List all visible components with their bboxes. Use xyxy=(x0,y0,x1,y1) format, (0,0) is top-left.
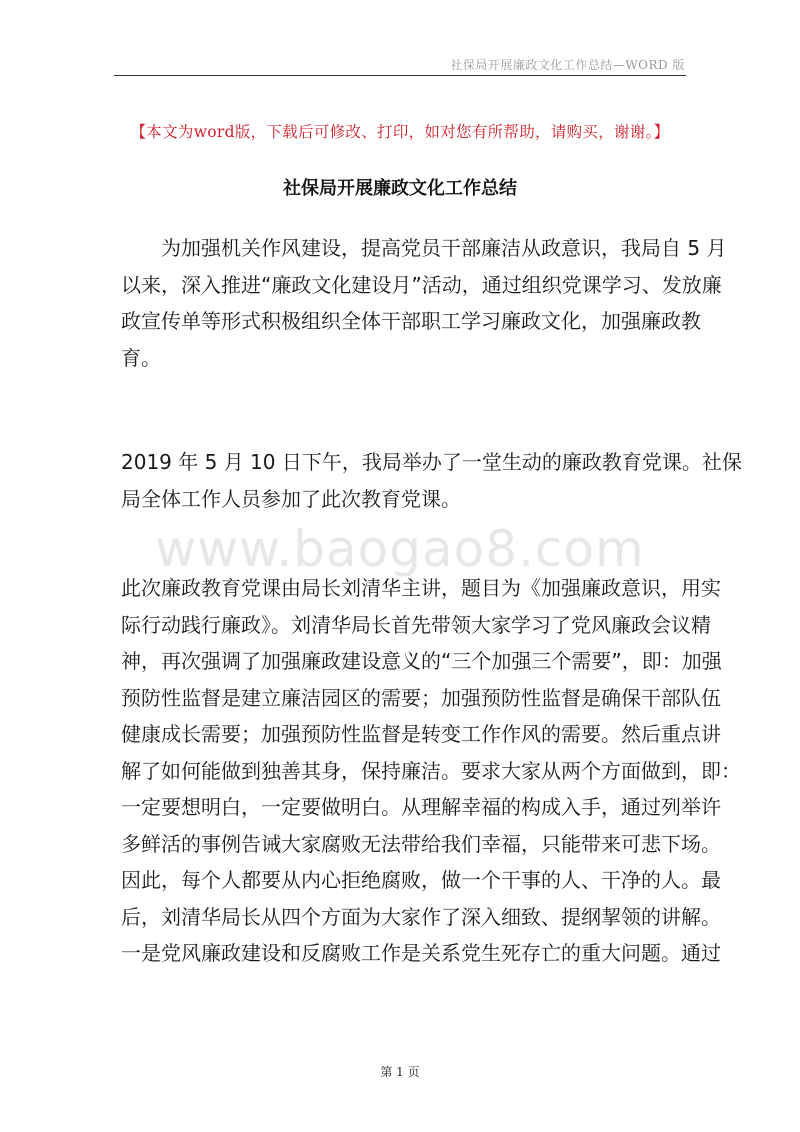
paragraph-line: 后，刘清华局长从四个方面为大家作了深入细致、提纲挈领的讲解。 xyxy=(121,904,721,929)
paragraph-line: 以来，深入推进“廉政文化建设月”活动，通过组织党课学习、发放廉 xyxy=(121,272,722,297)
running-header: 社保局开展廉政文化工作总结—WORD 版 xyxy=(450,58,685,72)
paragraph-line: 因此，每个人都要从内心拒绝腐败，做一个干事的人、干净的人。最 xyxy=(121,868,721,892)
paragraph-line: 际行动践行廉政》。刘清华局长首先带领大家学习了党风廉政会议精 xyxy=(121,612,711,637)
paragraph-line: 神，再次强调了加强廉政建设意义的“三个加强三个需要”，即：加强 xyxy=(121,649,722,673)
watermark: www.baogao8.com xyxy=(155,520,645,578)
purchase-notice: 【本文为word版，下载后可修改、打印，如对您有所帮助，请购买，谢谢。】 xyxy=(130,123,670,141)
paragraph-line: 为加强机关作风建设，提高党员干部廉洁从政意识，我局自 5 月 xyxy=(161,236,727,260)
paragraph-line: 局全体工作人员参加了此次教育党课。 xyxy=(121,486,461,511)
paragraph-line: 政宣传单等形式积极组织全体干部职工学习廉政文化，加强廉政教 xyxy=(121,309,701,333)
paragraph-line: 育。 xyxy=(121,345,161,370)
paragraph-line: 此次廉政教育党课由局长刘清华主讲，题目为《加强廉政意识，用实 xyxy=(121,576,721,600)
paragraph-1 xyxy=(121,230,727,376)
paragraph-line: 一定要想明白，一定要做明白。从理解幸福的构成入手，通过列举许 xyxy=(121,795,721,819)
paragraph-line: 预防性监督是建立廉洁园区的需要；加强预防性监督是确保干部队伍 xyxy=(121,685,721,710)
paragraph-line: 一是党风廉政建设和反腐败工作是关系党生死存亡的重大问题。通过 xyxy=(121,941,721,965)
paragraph-line: 健康成长需要；加强预防性监督是转变工作作风的需要。然后重点讲 xyxy=(121,722,721,746)
paragraph-line: 解了如何能做到独善其身，保持廉洁。要求大家从两个方面做到，即： xyxy=(121,758,741,783)
document-title: 社保局开展廉政文化工作总结 xyxy=(283,178,517,199)
paragraph-line: 2019 年 5 月 10 日下午，我局举办了一堂生动的廉政教育党课。社保 xyxy=(121,450,742,474)
paragraph-line: 多鲜活的事例告诫大家腐败无法带给我们幸福，只能带来可悲下场。 xyxy=(121,831,721,856)
header-rule xyxy=(114,75,686,76)
page-number: 第 1 页 xyxy=(380,1065,420,1079)
paragraph-3 xyxy=(121,570,741,972)
paragraph-2 xyxy=(121,444,742,517)
